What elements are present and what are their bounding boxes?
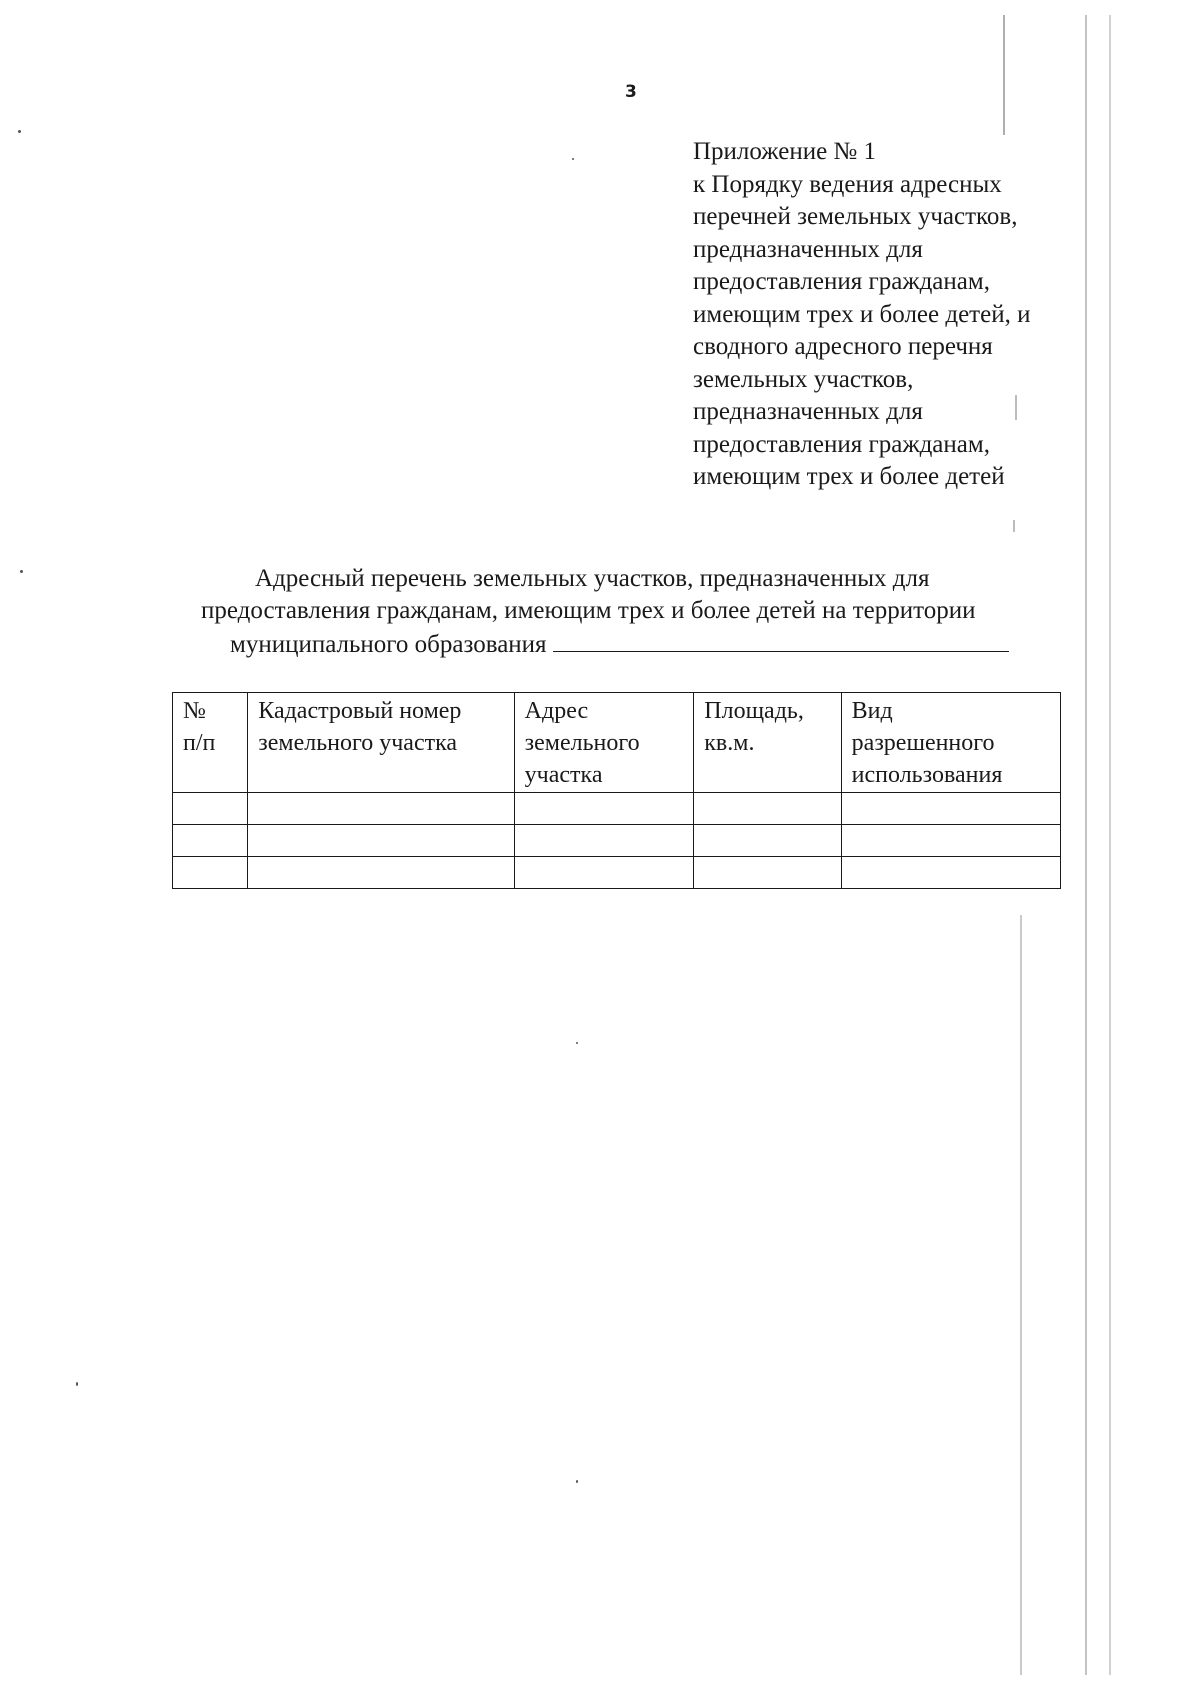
table-cell — [841, 825, 1060, 857]
header-cadastral-number — [248, 693, 514, 793]
table-cell — [694, 857, 841, 889]
document-title — [170, 563, 1090, 661]
header-text: земельного участка — [258, 730, 458, 756]
header-text: Кадастровый номер — [258, 698, 462, 724]
header-text: разрешенного — [851, 730, 995, 756]
appendix-line: к Порядку ведения адресных — [693, 170, 1002, 198]
table-cell — [173, 857, 248, 889]
table-cell — [694, 793, 841, 825]
header-text: участка — [524, 762, 603, 788]
table-row — [173, 857, 1061, 889]
scan-speck — [18, 130, 21, 133]
title-line: Адресный перечень земельных участков, предназначенных для — [255, 565, 930, 592]
header-address — [514, 693, 694, 793]
appendix-line: предоставления гражданам, — [693, 268, 990, 295]
table-cell — [248, 857, 514, 889]
header-text: № — [183, 698, 206, 724]
title-line: предоставления гражданам, имеющим трех и более детей на территории — [201, 597, 976, 624]
table-header-row — [173, 693, 1061, 793]
table-cell — [173, 793, 248, 825]
header-text: Площадь, — [704, 698, 804, 724]
scan-artifact-line — [1003, 15, 1005, 135]
scan-speck — [576, 1042, 578, 1044]
scan-speck — [572, 158, 574, 160]
table-cell — [248, 825, 514, 857]
table-row — [173, 793, 1061, 825]
table-cell — [514, 857, 694, 889]
appendix-line: предназначенных для — [693, 235, 923, 263]
appendix-line: сводного адресного перечня — [693, 333, 993, 360]
table-cell — [514, 825, 694, 857]
table-row — [173, 825, 1061, 857]
table-cell — [514, 793, 694, 825]
page-number: 3 — [625, 82, 637, 102]
table-cell — [248, 793, 514, 825]
scan-artifact-line — [1020, 915, 1022, 1675]
municipality-blank-field[interactable] — [553, 627, 1009, 652]
scan-speck — [76, 1382, 78, 1386]
header-text: Вид — [851, 698, 893, 724]
appendix-header — [693, 136, 1113, 494]
header-text: кв.м. — [704, 730, 755, 756]
appendix-line: Приложение № 1 — [693, 138, 877, 165]
appendix-line: предназначенных для — [693, 398, 923, 425]
header-permitted-use — [841, 693, 1060, 793]
table-cell — [841, 793, 1060, 825]
scan-artifact-line — [1013, 520, 1015, 532]
appendix-line: земельных участков, — [693, 365, 914, 393]
header-text: использования — [851, 762, 1003, 788]
header-number — [173, 693, 248, 793]
parcels-table — [172, 692, 1061, 889]
appendix-line: предоставления гражданам, — [693, 430, 990, 458]
scan-speck — [20, 570, 23, 573]
table-cell — [841, 857, 1060, 889]
header-text: п/п — [183, 730, 216, 756]
header-area — [694, 693, 841, 793]
header-text: земельного — [524, 730, 640, 756]
table-cell — [173, 825, 248, 857]
appendix-line: имеющим трех и более детей, и — [693, 300, 1031, 328]
header-text: Адрес — [524, 698, 589, 724]
scan-speck — [576, 1480, 578, 1483]
appendix-line: перечней земельных участков, — [693, 203, 1018, 230]
table-cell — [694, 825, 841, 857]
title-line-municipality — [170, 627, 1090, 661]
appendix-line: имеющим трех и более детей — [693, 463, 1005, 490]
municipality-label: муниципального образования — [230, 631, 547, 658]
